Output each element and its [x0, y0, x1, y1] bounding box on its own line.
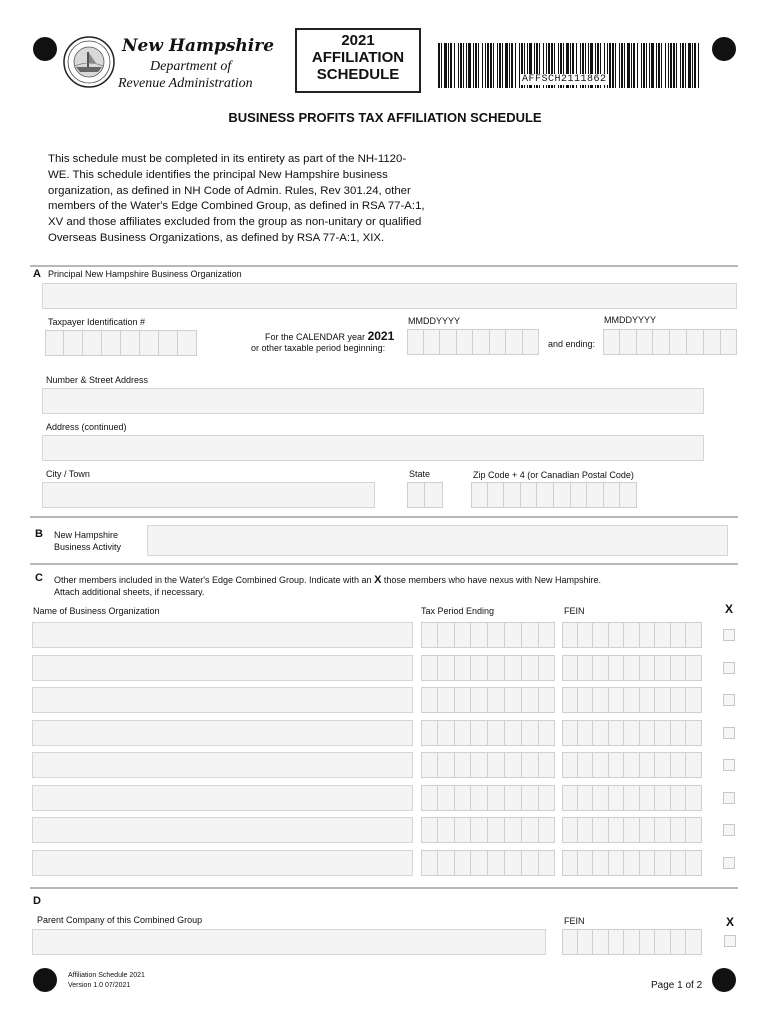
barcode-bar [633, 43, 635, 88]
footer-form-name: Affiliation Schedule 2021 [68, 972, 145, 979]
member-period-input[interactable] [421, 850, 555, 876]
parent-fein-label: FEIN [564, 916, 585, 926]
department-line-1: Department of [150, 59, 232, 74]
member-period-input[interactable] [421, 817, 555, 843]
barcode-bar [668, 43, 669, 88]
state-input[interactable] [407, 482, 443, 508]
barcode-bar [475, 43, 477, 88]
parent-fein-input[interactable] [562, 929, 702, 955]
col-header-fein: FEIN [564, 606, 585, 616]
barcode-bar [473, 43, 474, 88]
address-continued-label: Address (continued) [46, 422, 127, 432]
barcode-bar [685, 43, 686, 88]
member-period-input[interactable] [421, 622, 555, 648]
state-name: New Hampshire [122, 36, 275, 56]
barcode-bar [487, 43, 489, 88]
intro-line: Overseas Business Organizations, as defined by RSA 77-A:1, XIX. [48, 231, 385, 244]
section-divider [30, 563, 738, 565]
barcode-bar [497, 43, 498, 88]
street-address-label: Number & Street Address [46, 375, 149, 385]
parent-nexus-checkbox[interactable] [724, 935, 736, 947]
section-c-instruction-2: Attach additional sheets, if necessary. [54, 587, 205, 597]
col-header-name: Name of Business Organization [33, 606, 160, 616]
intro-line: This schedule must be completed in its entirety as part of the NH-1120- [48, 153, 407, 165]
barcode-bar [499, 43, 501, 88]
and-ending-label: and ending: [548, 339, 596, 349]
member-nexus-checkbox[interactable] [723, 759, 735, 771]
address-continued-input[interactable] [42, 435, 704, 461]
member-fein-input[interactable] [562, 817, 702, 843]
barcode-bar [661, 43, 662, 88]
form-title-line-2: SCHEDULE [316, 66, 400, 83]
barcode-bar [493, 43, 494, 88]
parent-company-label: Parent Company of this Combined Group [37, 915, 203, 925]
footer-version: Version 1.0 07/2021 [68, 982, 131, 989]
barcode-bar [676, 43, 677, 88]
member-period-input[interactable] [421, 752, 555, 778]
instruction-text: Other members included in the Water's Edge Combined Group. Indicate with an [54, 575, 372, 585]
taxpayer-id-input[interactable] [45, 330, 197, 356]
intro-line: members of the Water's Edge Combined Group, as defined in RSA 77-A:1, [48, 200, 425, 213]
instruction-x: X [374, 574, 382, 586]
member-name-input[interactable] [32, 720, 413, 746]
member-period-input[interactable] [421, 785, 555, 811]
barcode-bar [448, 43, 449, 88]
intro-paragraph [48, 152, 448, 247]
business-activity-label-1: New Hampshire [54, 530, 119, 540]
state-seal-icon [63, 36, 115, 88]
member-name-input[interactable] [32, 655, 413, 681]
barcode-bar [458, 43, 459, 88]
barcode-bar [441, 43, 442, 88]
section-divider [30, 265, 738, 267]
period-end-date-input[interactable] [603, 329, 737, 355]
barcode-bar [478, 43, 479, 88]
col-header-period: Tax Period Ending [421, 606, 495, 616]
member-name-input[interactable] [32, 817, 413, 843]
registration-mark-bottom-left [33, 968, 57, 992]
barcode-bar [688, 43, 691, 88]
member-name-input[interactable] [32, 622, 413, 648]
section-divider [30, 887, 738, 889]
state-label: State [409, 469, 431, 479]
parent-company-input[interactable] [32, 929, 546, 955]
calendar-year-label [265, 329, 394, 343]
barcode-bar [624, 43, 625, 88]
barcode-bar [463, 43, 464, 88]
barcode-bar [509, 43, 510, 88]
member-name-input[interactable] [32, 687, 413, 713]
page-title: BUSINESS PROFITS TAX AFFILIATION SCHEDULE [228, 110, 542, 125]
barcode-bar [665, 43, 666, 88]
form-title-line-1: AFFILIATION [311, 49, 405, 66]
barcode-bar [450, 43, 452, 88]
barcode-bar [651, 43, 654, 88]
section-d-letter: D [33, 895, 41, 907]
registration-mark-top-right [712, 37, 736, 61]
member-nexus-checkbox[interactable] [723, 662, 735, 674]
intro-line: WE. This schedule identifies the principal New Hampshire business [48, 168, 388, 181]
barcode-bar [515, 43, 516, 88]
barcode-bar [692, 43, 693, 88]
city-input[interactable] [42, 482, 375, 508]
section-c-instruction [54, 574, 601, 586]
barcode-bar [680, 43, 681, 88]
barcode-bar [643, 43, 645, 88]
member-fein-input[interactable] [562, 687, 702, 713]
principal-organization-input[interactable] [42, 283, 737, 309]
intro-line: organization, as defined in NH Code of Admin. Rules, Rev 301.24, other [48, 184, 411, 197]
zip-label: Zip Code + 4 (or Canadian Postal Code) [473, 470, 634, 480]
registration-mark-bottom-right [712, 968, 736, 992]
calendar-year-text: For the CALENDAR year [265, 332, 366, 342]
barcode-bar [485, 43, 486, 88]
barcode-bar [656, 43, 657, 88]
barcode-bar [615, 43, 616, 88]
member-nexus-checkbox[interactable] [723, 694, 735, 706]
member-period-input[interactable] [421, 655, 555, 681]
taxpayer-id-label: Taxpayer Identification # [48, 317, 146, 327]
barcode-bar [468, 43, 471, 88]
member-name-input[interactable] [32, 752, 413, 778]
form-year: 2021 [341, 32, 375, 49]
section-b-letter: B [35, 528, 43, 540]
barcode-bar [627, 43, 630, 88]
intro-line: XV and those affiliates excluded from the group as non-unitary or qualified [48, 216, 422, 229]
member-period-input[interactable] [421, 687, 555, 713]
barcode-bar [646, 43, 647, 88]
barcode-bar [444, 43, 447, 88]
member-name-input[interactable] [32, 785, 413, 811]
parent-x-label: X [726, 915, 735, 929]
member-period-input[interactable] [421, 720, 555, 746]
barcode-bar [466, 43, 467, 88]
business-activity-label-2: Business Activity [54, 542, 122, 552]
barcode-bar [649, 43, 650, 88]
calendar-year-value: 2021 [367, 329, 395, 343]
barcode-bar [619, 43, 620, 88]
section-divider [30, 516, 738, 518]
section-a-letter: A [33, 268, 41, 280]
barcode-bar [641, 43, 642, 88]
section-a-title: Principal New Hampshire Business Organization [48, 269, 242, 279]
barcode-bar [490, 43, 492, 88]
barcode-bar [631, 43, 632, 88]
barcode-bar [460, 43, 462, 88]
zip-input[interactable] [471, 482, 637, 508]
page-number: Page 1 of 2 [651, 980, 703, 991]
street-address-input[interactable] [42, 388, 704, 414]
period-begin-date-input[interactable] [407, 329, 539, 355]
business-activity-input[interactable] [147, 525, 728, 556]
member-nexus-checkbox[interactable] [723, 629, 735, 641]
barcode-bar [438, 43, 440, 88]
barcode-bar [658, 43, 660, 88]
member-fein-input[interactable] [562, 655, 702, 681]
member-nexus-checkbox[interactable] [723, 727, 735, 739]
form-title-box [295, 28, 421, 93]
barcode-text: AFFSCH2111862 [522, 74, 607, 85]
barcode-bar [637, 43, 638, 88]
city-label: City / Town [46, 469, 90, 479]
member-nexus-checkbox[interactable] [723, 792, 735, 804]
instruction-text-end: those members who have nexus with New Hampshire. [383, 575, 602, 585]
member-name-input[interactable] [32, 850, 413, 876]
member-fein-input[interactable] [562, 622, 702, 648]
section-c-letter: C [35, 572, 43, 584]
member-fein-input[interactable] [562, 752, 702, 778]
barcode-bar [698, 43, 699, 88]
begin-date-format: MMDDYYYY [408, 316, 461, 326]
member-fein-input[interactable] [562, 720, 702, 746]
member-nexus-checkbox[interactable] [723, 824, 735, 836]
barcode-bar [670, 43, 672, 88]
barcode-bar [621, 43, 623, 88]
barcode-bar [609, 43, 611, 88]
col-header-x: X [725, 602, 734, 616]
barcode-bar [682, 43, 684, 88]
member-fein-input[interactable] [562, 850, 702, 876]
barcode-bar [673, 43, 675, 88]
member-fein-input[interactable] [562, 785, 702, 811]
barcode-bar [612, 43, 614, 88]
taxable-period-label: or other taxable period beginning: [251, 343, 386, 353]
member-nexus-checkbox[interactable] [723, 857, 735, 869]
registration-mark-top-left [33, 37, 57, 61]
department-line-2: Revenue Administration [118, 76, 253, 91]
barcode-bar [502, 43, 503, 88]
barcode-bar [482, 43, 483, 88]
barcode-bar [511, 43, 513, 88]
barcode-bar [505, 43, 508, 88]
barcode-bar [454, 43, 455, 88]
barcode-bar [694, 43, 696, 88]
end-date-format: MMDDYYYY [604, 315, 657, 325]
